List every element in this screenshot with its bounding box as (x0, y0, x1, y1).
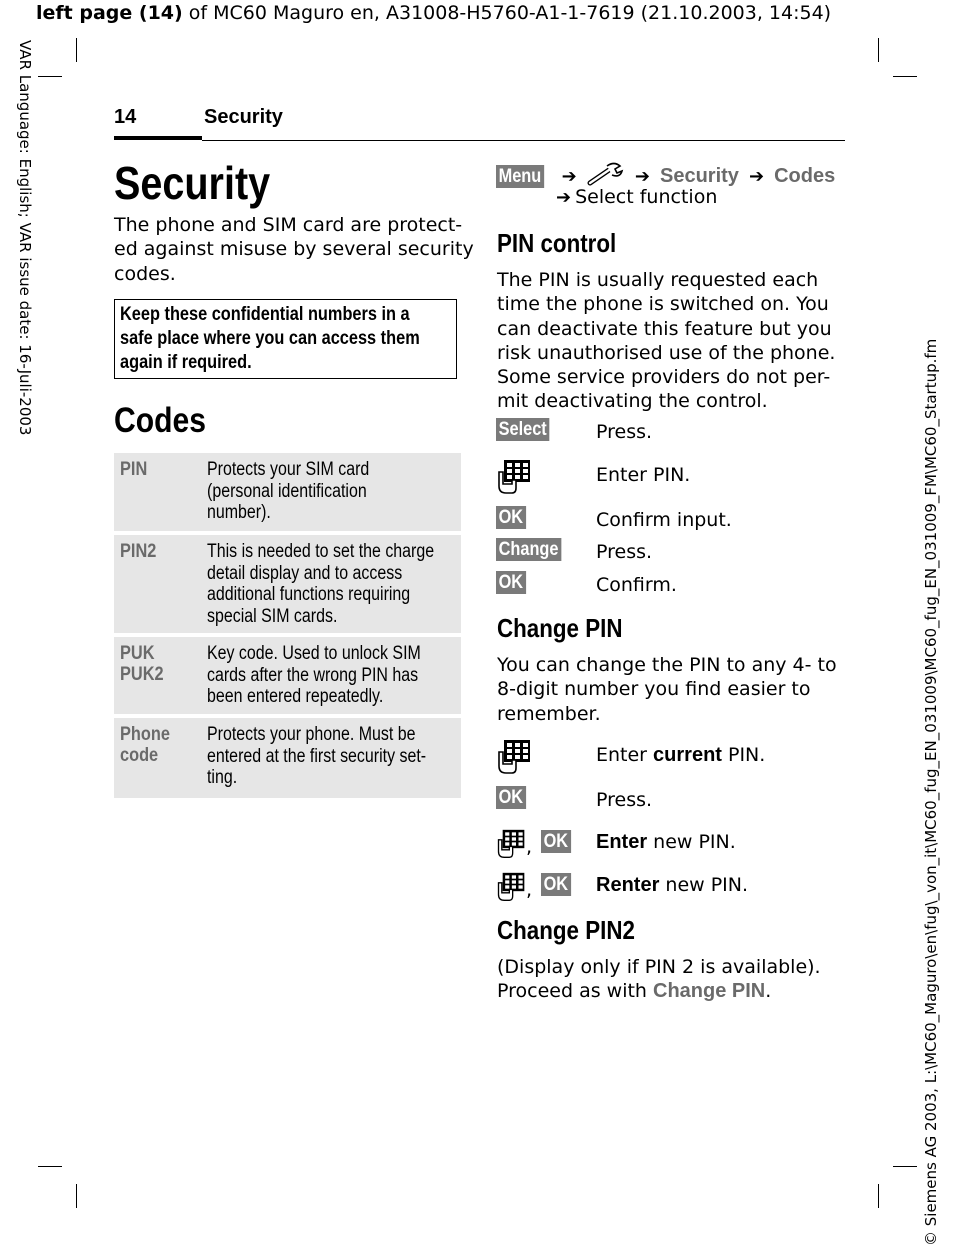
keypad-icon (496, 826, 526, 862)
codes-table (114, 453, 461, 802)
step-enter-current-pin: Enter current PIN. (496, 738, 846, 768)
select-softkey: Select (496, 418, 549, 441)
menu-path-security: Security (659, 165, 739, 187)
ok-softkey: OK (496, 506, 526, 529)
step-select: Select Press. (496, 418, 846, 448)
code-description: Key code. Used to unlock SIM cards after the wrong PIN has been entered repeatedly. (207, 643, 421, 707)
change-pin2-heading: Change PIN2 (497, 915, 635, 945)
keypad-icon (496, 869, 526, 905)
pin-control-heading: PIN control (497, 228, 617, 258)
crop-mark (38, 1166, 62, 1167)
code-row-pin (114, 453, 461, 531)
wrench-icon (587, 162, 625, 186)
intro-paragraph (114, 213, 474, 286)
keypad-icon (496, 458, 532, 496)
change-pin2-paragraph: (Display only if PIN 2 is available). Proceed as with Change PIN. (497, 956, 821, 1003)
note-line: again if required. (120, 352, 252, 373)
crop-mark (76, 38, 77, 62)
intro-line: The phone and SIM card are protect- (114, 214, 463, 236)
print-header-bold: left page (14) (36, 2, 183, 24)
menu-path (496, 162, 835, 188)
side-note-left-text: VAR Language: English; VAR issue date: 16-Juli-2003 (16, 40, 34, 436)
step-reenter-new-pin: , OK Renter new PIN. (496, 869, 846, 899)
crop-mark (38, 76, 62, 77)
intro-line: ed against misuse by several security (114, 238, 474, 261)
menu-softkey: Menu (496, 165, 544, 188)
code-key: PIN2 (120, 541, 157, 562)
ok-softkey: OK (496, 786, 526, 809)
ok-softkey: OK (541, 873, 571, 896)
note-line: safe place where you can access them (120, 328, 420, 349)
code-key: Phone code (120, 724, 170, 766)
side-note-right (918, 228, 946, 1246)
intro-line: codes. (114, 262, 176, 285)
pin-control-paragraph: The PIN is usually requested each time the phone is switched on. You can deactivate this feature but you risk unauthorised use of the phone. Some service providers do not per- mit deactivating the control. (497, 269, 836, 413)
page-title: Security (114, 157, 271, 209)
note-line: Keep these confidential numbers in a (120, 304, 410, 325)
change-pin-paragraph: You can change the PIN to any 4- to 8-digit number you find easier to remember. (497, 654, 837, 725)
change-pin-heading: Change PIN (497, 613, 623, 643)
side-note-right-text: © Siemens AG 2003, L:\MC60_Maguro\en\fug\_von_it\MC60_fug_EN_031009\MC60_fug_EN_031009_FM\MC60_Startup.fm (922, 338, 940, 1246)
arrow-right-icon: ➔ (748, 166, 765, 187)
header-rule-thick (114, 136, 202, 140)
step-enter-new-pin: , OK Enter new PIN. (496, 826, 846, 856)
step-confirm-input: OK Confirm input. (496, 506, 846, 536)
code-description: Protects your SIM card (personal identification number). (207, 459, 370, 523)
step-enter-pin: Enter PIN. (496, 458, 846, 488)
code-key: PIN (120, 459, 148, 480)
step-change: Change Press. (496, 538, 846, 568)
print-header (36, 2, 831, 24)
menu-path-select (556, 186, 717, 208)
crop-mark (878, 1184, 879, 1208)
ok-softkey: OK (541, 830, 571, 853)
code-row-pin2 (114, 535, 461, 633)
print-header-rest: of MC60 Maguro en, A31008-H5760-A1-1-7619 (21.10.2003, 14:54) (182, 2, 832, 24)
crop-mark (893, 1166, 917, 1167)
crop-mark (878, 38, 879, 62)
running-section-title: Security (204, 106, 283, 128)
arrow-right-icon: ➔ (634, 166, 650, 187)
arrow-right-icon: ➔ (556, 187, 572, 208)
step-confirm: OK Confirm. (496, 571, 846, 601)
code-description: This is needed to set the charge detail display and to access additional functions requiring special SIM cards. (207, 541, 435, 627)
code-description: Protects your phone. Must be entered at the first security set- ting. (207, 724, 427, 788)
code-row-puk (114, 637, 461, 714)
step-press-ok: OK Press. (496, 786, 846, 816)
select-function-text: Select function (575, 186, 718, 208)
menu-path-codes: Codes (774, 165, 836, 187)
confidential-note-box (114, 299, 457, 379)
arrow-right-icon: ➔ (561, 166, 577, 187)
header-rule (202, 140, 845, 141)
page-number: 14 (114, 106, 137, 128)
crop-mark (893, 76, 917, 77)
change-softkey: Change (496, 538, 561, 561)
side-note-left (8, 40, 36, 480)
code-key: PUK PUK2 (120, 643, 164, 685)
keypad-icon (496, 738, 532, 776)
code-row-phone-code (114, 718, 461, 798)
change-pin-reference: Change PIN (653, 980, 766, 1003)
crop-mark (76, 1184, 77, 1208)
codes-heading: Codes (114, 401, 206, 440)
ok-softkey: OK (496, 571, 526, 594)
